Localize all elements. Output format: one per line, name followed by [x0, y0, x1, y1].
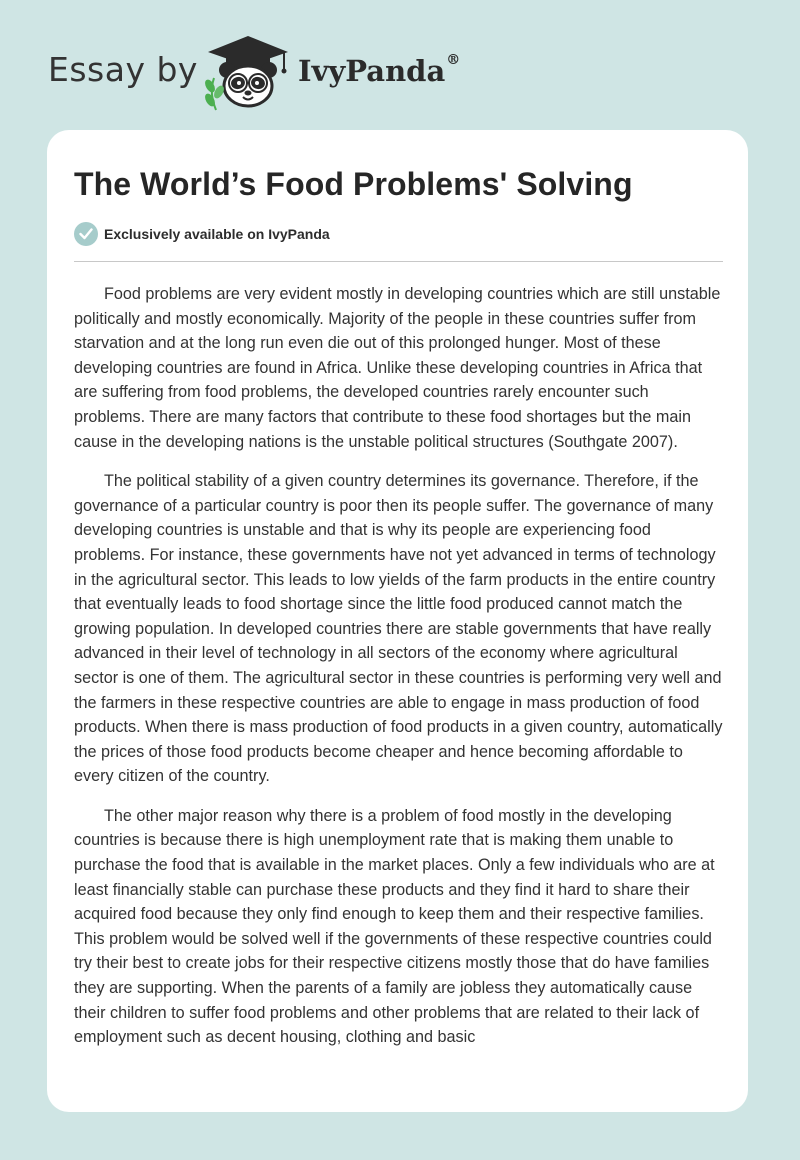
essay-title: The World’s Food Problems' Solving	[74, 166, 633, 202]
panda-graduate-logo-icon[interactable]	[200, 34, 296, 112]
essay-body	[74, 282, 723, 1065]
essay-paragraph: Food problems are very evident mostly in developing countries which are still unstable politically and mostly economically. Majority of the people in these countries suffer from starvation and at the long run even die out of this prolonged hunger. Most of these developing countries are found in Africa. Unlike these developing countries in Africa that are suffering from food problems, the developed countries rarely encounter such problems. There are many factors that contribute to these food shortages but the main cause in the developing nations is the unstable political structures (Southgate 2007).	[74, 285, 721, 451]
registered-mark: ®	[446, 52, 461, 68]
essay-card	[47, 130, 748, 1112]
title-divider	[74, 261, 723, 262]
brand-name[interactable]: IvyPanda®	[298, 52, 461, 88]
exclusive-badge	[74, 222, 330, 246]
exclusive-badge-label: Exclusively available on IvyPanda	[104, 226, 330, 242]
essay-by-label: Essay by	[48, 50, 198, 89]
brand-header	[48, 34, 468, 114]
essay-paragraph: The other major reason why there is a problem of food mostly in the developing countries is because there is high unemployment rate that is making them unable to purchase the food that is available in the market places. Only a few individuals who are at least financially stable can purchase these products and they find it hard to share their acquired food because they only find enough to keep them and their respective families. This problem would be solved well if the governments of these respective countries could try their best to create jobs for their respective citizens mostly those that do have families they are supporting. When the parents of a family are jobless they automatically cause their children to suffer food problems and other problems that are related to their lack of employment such as decent housing, clothing and basic	[74, 806, 715, 1047]
check-circle-icon	[74, 222, 98, 246]
essay-paragraph: The political stability of a given country determines its governance. Therefore, if the governance of a particular country is poor then its people suffer. The governance of many developing countries is unstable and that is why its people are experiencing food problems. For instance, these governments have not yet advanced in terms of technology in the agricultural sector. This leads to low yields of the farm products in the entire country that eventually leads to food shortage since the little food produced cannot match the growing population. In developed countries there are stable governments that have really advanced in their level of technology in all sectors of the economy where agricultural sector is one of them. The agricultural sector in these countries is performing very well and the farmers in these respective countries are able to engage in mass production of food products. When there is mass production of food products in a given country, automatically the prices of those food products become cheaper and hence becoming affordable to every citizen of the country.	[74, 472, 723, 786]
